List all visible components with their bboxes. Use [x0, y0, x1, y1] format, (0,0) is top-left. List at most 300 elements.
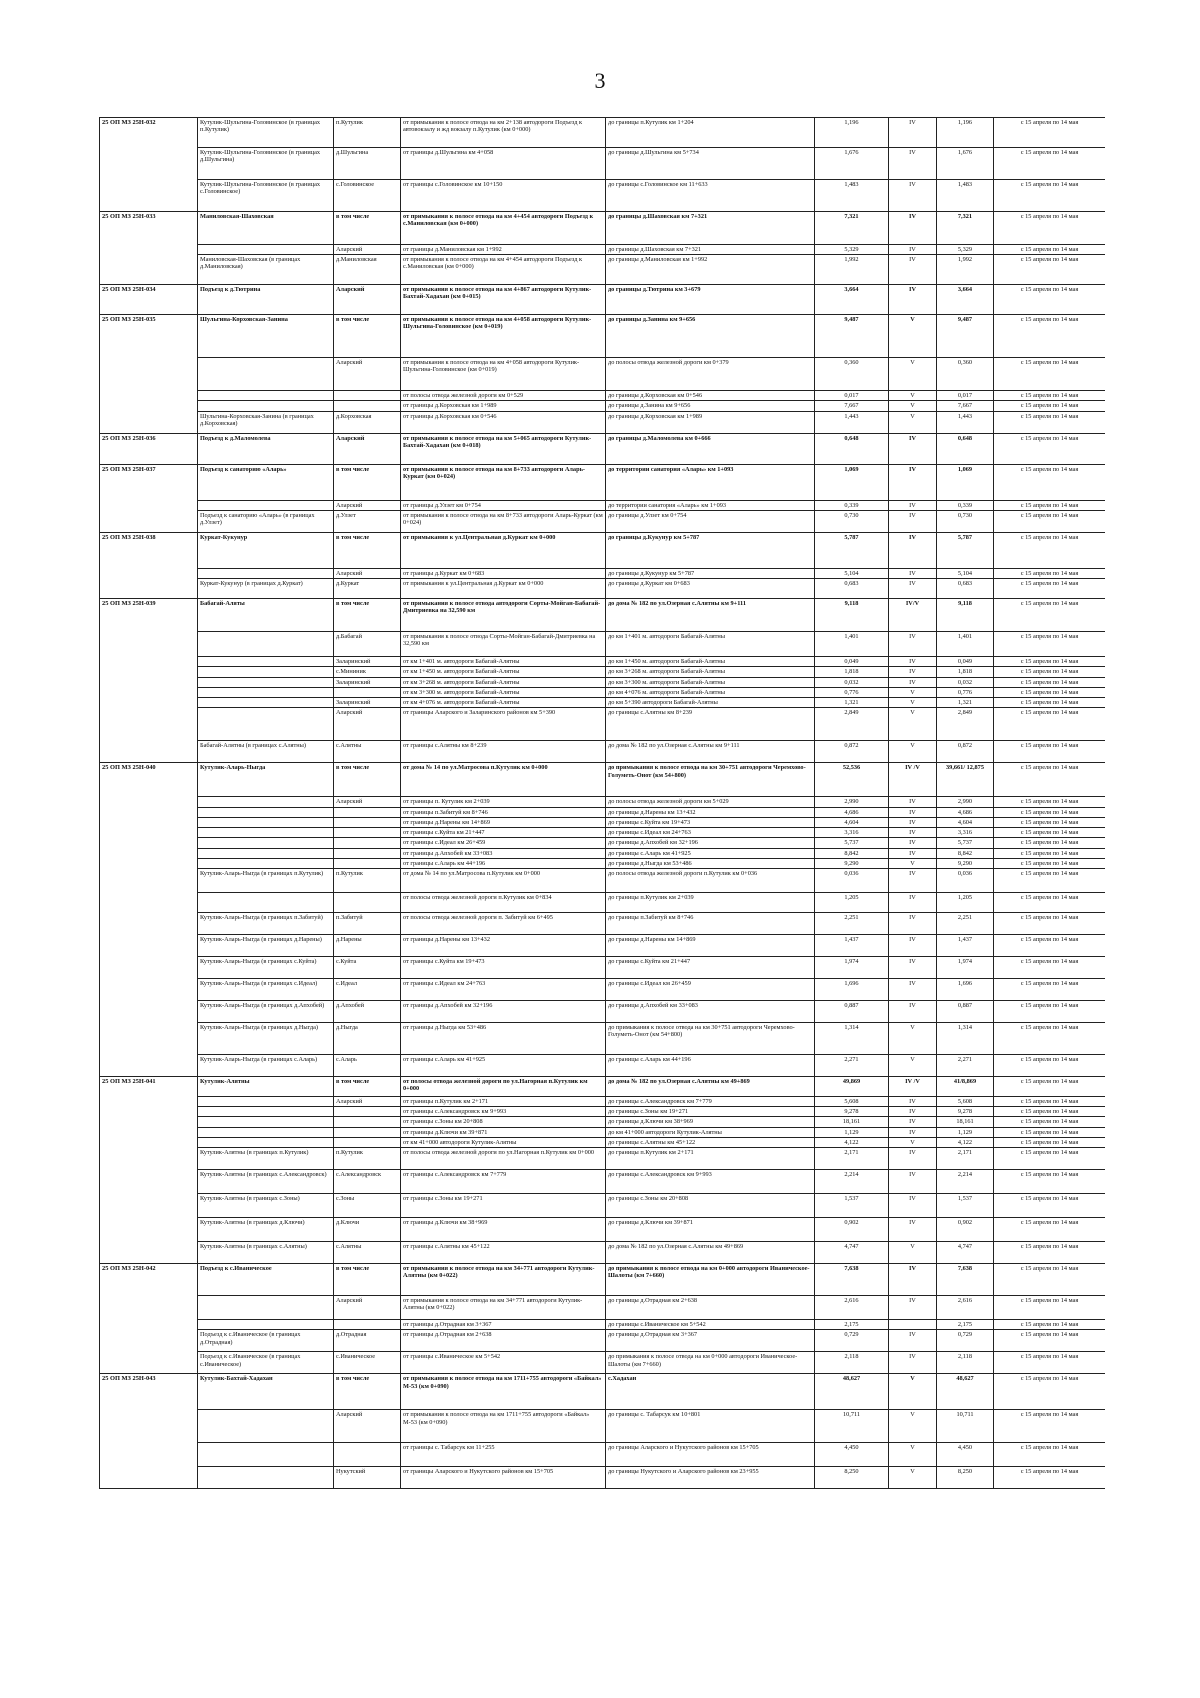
category-cell: IV [889, 1117, 937, 1127]
restricted-length-cell: 1,437 [937, 934, 994, 956]
table-row [100, 532, 1106, 568]
length-km-cell: 4,604 [815, 817, 889, 827]
locality-cell: с.Алятны [334, 1242, 401, 1264]
table-row [100, 1443, 1106, 1467]
road-name-cell [198, 1127, 334, 1137]
locality-cell [334, 687, 401, 697]
road-name-cell: Подъезд к с.Иваническое (в границах с.Иваническое) [198, 1352, 334, 1374]
length-km-cell: 5,787 [815, 532, 889, 568]
length-km-cell: 1,205 [815, 892, 889, 912]
end-point-cell: до границы д.Ключи км 39+871 [606, 1218, 815, 1242]
length-km-cell: 1,401 [815, 632, 889, 657]
category-cell: V [889, 401, 937, 411]
end-point-cell: до границы с.Аларь км 41+925 [606, 848, 815, 858]
restricted-length-cell: 0,017 [937, 391, 994, 401]
road-name-cell [198, 657, 334, 667]
start-point-cell: от примыкания к полосе отвода на км 4+454 автодороги Подъезд к с.Маниловская (км 0+000) [401, 255, 606, 285]
restricted-length-cell: 41/8,869 [937, 1076, 994, 1096]
table-row [100, 1022, 1106, 1054]
start-point-cell: от границы д.Ключи км 38+969 [401, 1218, 606, 1242]
category-cell: V [889, 411, 937, 433]
category-cell: IV /V [889, 763, 937, 797]
restriction-period-cell: с 15 апреля по 14 мая [994, 1117, 1106, 1127]
table-row [100, 1137, 1106, 1147]
locality-cell: д.Куркат [334, 579, 401, 599]
table-row [100, 807, 1106, 817]
road-name-cell: Куркат-Кукунур (в границах д.Куркат) [198, 579, 334, 599]
locality-cell: д.Отрадная [334, 1330, 401, 1352]
table-row [100, 741, 1106, 763]
end-point-cell: до границы п.Кутулик км 1+204 [606, 118, 815, 148]
end-point-cell: до границы д.Шаховская км 7+321 [606, 245, 815, 255]
table-row [100, 1096, 1106, 1106]
restricted-length-cell: 7,667 [937, 401, 994, 411]
table-row [100, 1264, 1106, 1296]
road-name-cell [198, 632, 334, 657]
road-code-cell: 25 ОП МЗ 25Н-032 [100, 118, 198, 212]
end-point-cell: до полосы отвода железной дороги км 0+379 [606, 358, 815, 391]
restriction-period-cell: с 15 апреля по 14 мая [994, 956, 1106, 978]
road-name-cell [198, 1410, 334, 1443]
category-cell: V [889, 1467, 937, 1489]
start-point-cell: от границы с.Алятны км 8+239 [401, 741, 606, 763]
road-name-cell: Куркат-Кукунур [198, 532, 334, 568]
restricted-length-cell: 0,049 [937, 657, 994, 667]
road-name-cell [198, 245, 334, 255]
category-cell: V [889, 858, 937, 868]
start-point-cell: от границы п. Кутулик км 2+039 [401, 797, 606, 807]
restriction-period-cell: с 15 апреля по 14 мая [994, 1127, 1106, 1137]
locality-cell: в том числе [334, 464, 401, 500]
restriction-period-cell: с 15 апреля по 14 мая [994, 510, 1106, 532]
road-name-cell: Кутулик-Алятны [198, 1076, 334, 1096]
locality-cell [334, 807, 401, 817]
end-point-cell: до км 5+390 автодороги Бабагай-Алятны [606, 698, 815, 708]
start-point-cell: от границы п.Кутулик км 2+171 [401, 1096, 606, 1106]
road-name-cell: Кутулик-Шульгина-Головинское (в границах с.Головинское) [198, 180, 334, 212]
table-row [100, 687, 1106, 697]
table-row [100, 848, 1106, 858]
restriction-period-cell: с 15 апреля по 14 мая [994, 934, 1106, 956]
start-point-cell: от примыкания к полосе отвода на км 1711+755 автодороги «Байкал» М-53 (км 0+090) [401, 1410, 606, 1443]
locality-cell: Заларинский [334, 657, 401, 667]
end-point-cell: до км 1+450 м. автодороги Бабагай-Алятны [606, 657, 815, 667]
restricted-length-cell: 1,401 [937, 632, 994, 657]
locality-cell: д.Шульгина [334, 148, 401, 180]
restriction-period-cell: с 15 апреля по 14 мая [994, 858, 1106, 868]
page-number: 3 [594, 68, 606, 93]
table-row [100, 1218, 1106, 1242]
restricted-length-cell: 1,696 [937, 978, 994, 1000]
road-code-cell: 25 ОП МЗ 25Н-041 [100, 1076, 198, 1263]
category-cell: IV [889, 1096, 937, 1106]
restriction-period-cell: с 15 апреля по 14 мая [994, 285, 1106, 315]
end-point-cell: до границы Аларского и Нукутского районов км 15+705 [606, 1443, 815, 1467]
length-km-cell: 0,902 [815, 1218, 889, 1242]
locality-cell: Аларский [334, 1096, 401, 1106]
locality-cell [334, 848, 401, 858]
restricted-length-cell: 4,747 [937, 1242, 994, 1264]
end-point-cell: до границы д.Нарены км 14+869 [606, 934, 815, 956]
length-km-cell: 1,676 [815, 148, 889, 180]
road-name-cell: Кутулик-Аларь-Ныгда (в границах п.Забитуй) [198, 912, 334, 934]
road-name-cell: Подъезд к д.Тютрина [198, 285, 334, 315]
locality-cell: д.Нарены [334, 934, 401, 956]
length-km-cell: 0,036 [815, 868, 889, 892]
table-row [100, 708, 1106, 741]
road-code-cell: 25 ОП МЗ 25Н-042 [100, 1264, 198, 1374]
restriction-period-cell: с 15 апреля по 14 мая [994, 315, 1106, 358]
table-row [100, 510, 1106, 532]
length-km-cell: 0,872 [815, 741, 889, 763]
road-name-cell [198, 677, 334, 687]
roads-table-container [99, 117, 1105, 1614]
restriction-period-cell: с 15 апреля по 14 мая [994, 817, 1106, 827]
restriction-period-cell: с 15 апреля по 14 мая [994, 807, 1106, 817]
restricted-length-cell: 0,036 [937, 868, 994, 892]
end-point-cell: до границы с.Зоны км 19+271 [606, 1107, 815, 1117]
restriction-period-cell: с 15 апреля по 14 мая [994, 1054, 1106, 1076]
start-point-cell: от км 3+300 м. автодороги Бабагай-Алятны [401, 687, 606, 697]
restricted-length-cell: 7,638 [937, 1264, 994, 1296]
table-row [100, 677, 1106, 687]
length-km-cell: 1,483 [815, 180, 889, 212]
road-name-cell: Кутулик-Бахтай-Хадахан [198, 1374, 334, 1410]
restriction-period-cell: с 15 апреля по 14 мая [994, 892, 1106, 912]
category-cell: IV [889, 828, 937, 838]
end-point-cell: до км 3+268 м. автодороги Бабагай-Алятны [606, 667, 815, 677]
category-cell: IV [889, 500, 937, 510]
road-name-cell [198, 838, 334, 848]
restricted-length-cell: 0,360 [937, 358, 994, 391]
restricted-length-cell: 5,104 [937, 568, 994, 578]
locality-cell: с.Аларь [334, 1054, 401, 1076]
locality-cell: с.Иваническое [334, 1352, 401, 1374]
road-name-cell: Бабагай-Аляты [198, 599, 334, 632]
restriction-period-cell: с 15 апреля по 14 мая [994, 358, 1106, 391]
locality-cell: Заларинский [334, 677, 401, 687]
locality-cell: п.Забитуй [334, 912, 401, 934]
restriction-period-cell: с 15 апреля по 14 мая [994, 464, 1106, 500]
restricted-length-cell: 4,450 [937, 1443, 994, 1467]
start-point-cell: от границы д.Отрадная км 3+367 [401, 1320, 606, 1330]
locality-cell: в том числе [334, 1264, 401, 1296]
table-row [100, 180, 1106, 212]
length-km-cell: 3,664 [815, 285, 889, 315]
restricted-length-cell: 5,787 [937, 532, 994, 568]
restricted-length-cell: 1,483 [937, 180, 994, 212]
restriction-period-cell: с 15 апреля по 14 мая [994, 532, 1106, 568]
end-point-cell: до границы д.Улзет км 0+754 [606, 510, 815, 532]
road-name-cell: Кутулик-Алятны (в границах п.Кутулик) [198, 1148, 334, 1170]
table-row [100, 797, 1106, 807]
end-point-cell: до границы д.Занина км 9+656 [606, 315, 815, 358]
restriction-period-cell: с 15 апреля по 14 мая [994, 1096, 1106, 1106]
locality-cell [334, 1443, 401, 1467]
table-row [100, 401, 1106, 411]
length-km-cell: 7,321 [815, 212, 889, 245]
table-row [100, 285, 1106, 315]
table-row [100, 433, 1106, 464]
category-cell: IV [889, 532, 937, 568]
table-row [100, 1242, 1106, 1264]
road-name-cell [198, 828, 334, 838]
restriction-period-cell: с 15 апреля по 14 мая [994, 1170, 1106, 1194]
road-name-cell [198, 1137, 334, 1147]
road-name-cell [198, 1117, 334, 1127]
category-cell: IV [889, 568, 937, 578]
category-cell: IV [889, 433, 937, 464]
end-point-cell: до примыкания к полосе отвода на км 0+000 автодороги Иваническое-Шалоты (км 7+660) [606, 1352, 815, 1374]
restricted-length-cell: 4,604 [937, 817, 994, 827]
start-point-cell: от границы д.Куркат км 0+683 [401, 568, 606, 578]
restricted-length-cell: 0,032 [937, 677, 994, 687]
restriction-period-cell: с 15 апреля по 14 мая [994, 391, 1106, 401]
restriction-period-cell: с 15 апреля по 14 мая [994, 245, 1106, 255]
start-point-cell: от примыкания к полосе отвода на км 4+058 автодороги Кутулик-Шульгина-Головинское (км 0+019) [401, 358, 606, 391]
end-point-cell: до границы д.Кукунур км 5+787 [606, 568, 815, 578]
category-cell: IV [889, 245, 937, 255]
length-km-cell: 48,627 [815, 1374, 889, 1410]
road-name-cell [198, 797, 334, 807]
category-cell: IV /V [889, 1076, 937, 1096]
table-row [100, 817, 1106, 827]
start-point-cell: от полосы отвода железной дороги км 0+529 [401, 391, 606, 401]
locality-cell: с.Куйта [334, 956, 401, 978]
start-point-cell: от границы д.Нарены км 14+869 [401, 817, 606, 827]
start-point-cell: от границы д.Ключи км 39+871 [401, 1127, 606, 1137]
category-cell: IV [889, 934, 937, 956]
table-row [100, 1076, 1106, 1096]
road-code-cell: 25 ОП МЗ 25Н-039 [100, 599, 198, 763]
road-name-cell: Кутулик-Аларь-Ныгда (в границах д.Апхобей) [198, 1000, 334, 1022]
start-point-cell: от границы с.Идеал км 26+459 [401, 838, 606, 848]
start-point-cell: от км 4+076 м. автодороги Бабагай-Алятны [401, 698, 606, 708]
restricted-length-cell: 1,069 [937, 464, 994, 500]
locality-cell: Аларский [334, 1410, 401, 1443]
road-name-cell: Маниловская-Шаховская [198, 212, 334, 245]
restricted-length-cell: 48,627 [937, 1374, 994, 1410]
end-point-cell: до границы д.Занина км 9+656 [606, 401, 815, 411]
restricted-length-cell: 4,122 [937, 1137, 994, 1147]
restriction-period-cell: с 15 апреля по 14 мая [994, 741, 1106, 763]
locality-cell: Аларский [334, 245, 401, 255]
category-cell: IV [889, 892, 937, 912]
road-name-cell [198, 858, 334, 868]
end-point-cell: до границы с.Идеал км 26+459 [606, 978, 815, 1000]
table-row [100, 698, 1106, 708]
start-point-cell: от примыкания к полосе отвода Сорты-Мойган-Бабагай-Дмитриевка на 32,590 км [401, 632, 606, 657]
length-km-cell: 0,887 [815, 1000, 889, 1022]
restriction-period-cell: с 15 апреля по 14 мая [994, 255, 1106, 285]
start-point-cell: от км 41+000 автодороги Кутулик-Алятны [401, 1137, 606, 1147]
start-point-cell: от границы с.Александровск км 9+993 [401, 1107, 606, 1117]
restriction-period-cell: с 15 апреля по 14 мая [994, 1443, 1106, 1467]
end-point-cell: до границы д.Нарены км 13+432 [606, 807, 815, 817]
road-name-cell: Кутулик-Аларь-Ныгда (в границах с.Идеал) [198, 978, 334, 1000]
restricted-length-cell: 1,443 [937, 411, 994, 433]
end-point-cell: до границы д.Отрадная км 2+638 [606, 1296, 815, 1320]
category-cell: IV [889, 1352, 937, 1374]
restriction-period-cell: с 15 апреля по 14 мая [994, 1000, 1106, 1022]
road-name-cell: Кутулик-Алятны (в границах д.Ключи) [198, 1218, 334, 1242]
table-row [100, 1320, 1106, 1330]
end-point-cell: до границы с.Аларь км 44+196 [606, 1054, 815, 1076]
locality-cell: Аларский [334, 500, 401, 510]
end-point-cell: до дома № 182 по ул.Озерная с.Алятны км 49+869 [606, 1076, 815, 1096]
category-cell: IV [889, 1107, 937, 1117]
table-row [100, 358, 1106, 391]
length-km-cell: 5,329 [815, 245, 889, 255]
category-cell: V [889, 741, 937, 763]
length-km-cell: 2,849 [815, 708, 889, 741]
table-row [100, 1410, 1106, 1443]
road-name-cell: Подъезд к с.Иваническое (в границах д.Отрадная) [198, 1330, 334, 1352]
start-point-cell: от границы с.Зоны км 19+271 [401, 1194, 606, 1218]
start-point-cell: от дома № 14 по ул.Матросова п.Кутулик км 0+000 [401, 763, 606, 797]
table-row [100, 1467, 1106, 1489]
category-cell: IV [889, 148, 937, 180]
locality-cell: д.Бабагай [334, 632, 401, 657]
length-km-cell: 1,321 [815, 698, 889, 708]
length-km-cell: 4,686 [815, 807, 889, 817]
start-point-cell: от примыкания к полосе отвода на км 8+733 автодороги Аларь-Куркат (км 0+024) [401, 464, 606, 500]
restricted-length-cell: 2,175 [937, 1320, 994, 1330]
road-name-cell [198, 807, 334, 817]
start-point-cell: от примыкания к ул.Центральная д.Куркат км 0+000 [401, 532, 606, 568]
locality-cell: д.Корховская [334, 411, 401, 433]
table-row [100, 1352, 1106, 1374]
road-name-cell: Кутулик-Алятны (в границах с.Алятны) [198, 1242, 334, 1264]
restricted-length-cell: 0,729 [937, 1330, 994, 1352]
restricted-length-cell: 1,129 [937, 1127, 994, 1137]
restriction-period-cell: с 15 апреля по 14 мая [994, 797, 1106, 807]
length-km-cell: 7,638 [815, 1264, 889, 1296]
start-point-cell: от полосы отвода железной дороги п.Кутулик км 0+834 [401, 892, 606, 912]
restricted-length-cell: 1,537 [937, 1194, 994, 1218]
restricted-length-cell: 1,992 [937, 255, 994, 285]
table-row [100, 568, 1106, 578]
table-row [100, 1194, 1106, 1218]
category-cell: IV [889, 838, 937, 848]
category-cell: V [889, 1137, 937, 1147]
restricted-length-cell: 9,278 [937, 1107, 994, 1117]
locality-cell: в том числе [334, 599, 401, 632]
length-km-cell: 9,290 [815, 858, 889, 868]
restriction-period-cell: с 15 апреля по 14 мая [994, 148, 1106, 180]
category-cell: IV [889, 1218, 937, 1242]
road-name-cell: Шульгина-Корховская-Занина (в границах д.Корховская) [198, 411, 334, 433]
category-cell: IV [889, 1170, 937, 1194]
end-point-cell: до границы с. Табарсук км 10+801 [606, 1410, 815, 1443]
category-cell: IV [889, 797, 937, 807]
restricted-length-cell: 2,214 [937, 1170, 994, 1194]
road-name-cell: Кутулик-Аларь-Ныгда (в границах д.Нарены) [198, 934, 334, 956]
end-point-cell: до дома № 182 по ул.Озерная с.Алятны км 9+111 [606, 599, 815, 632]
start-point-cell: от примыкания к полосе отвода автодороги Сорты-Мойган-Бабагай-Дмитриевка на 32,590 км [401, 599, 606, 632]
category-cell: V [889, 1242, 937, 1264]
road-name-cell [198, 568, 334, 578]
locality-cell [334, 817, 401, 827]
road-code-cell: 25 ОП МЗ 25Н-037 [100, 464, 198, 532]
restriction-period-cell: с 15 апреля по 14 мая [994, 1022, 1106, 1054]
restriction-period-cell: с 15 апреля по 14 мая [994, 568, 1106, 578]
end-point-cell: до примыкания к полосе отвода на км 30+751 автодороги Черемхово-Голуметь-Онот (км 54+800) [606, 763, 815, 797]
locality-cell [334, 1117, 401, 1127]
locality-cell: д.Маниловская [334, 255, 401, 285]
end-point-cell: до границы д.Отрадная км 3+367 [606, 1330, 815, 1352]
category-cell: V [889, 1054, 937, 1076]
road-name-cell [198, 1443, 334, 1467]
locality-cell: с.Александровск [334, 1170, 401, 1194]
end-point-cell: до границы д.Апхобей км 32+196 [606, 838, 815, 848]
road-name-cell: Кутулик-Алятны (в границах с.Зоны) [198, 1194, 334, 1218]
start-point-cell: от границы д.Нарены км 13+432 [401, 934, 606, 956]
locality-cell: п.Кутулик [334, 1148, 401, 1170]
category-cell [889, 1320, 937, 1330]
restriction-period-cell: с 15 апреля по 14 мая [994, 1148, 1106, 1170]
start-point-cell: от границы с.Головинское км 10+150 [401, 180, 606, 212]
start-point-cell: от границы д.Отрадная км 2+638 [401, 1330, 606, 1352]
category-cell: IV [889, 1127, 937, 1137]
table-row [100, 657, 1106, 667]
table-row [100, 1054, 1106, 1076]
end-point-cell: до границы с.Куйта км 21+447 [606, 956, 815, 978]
category-cell: IV [889, 868, 937, 892]
length-km-cell: 1,992 [815, 255, 889, 285]
end-point-cell: до дома № 182 по ул.Озерная с.Алятны км 9+111 [606, 741, 815, 763]
end-point-cell: до границы д.Корховская км 1+989 [606, 411, 815, 433]
start-point-cell: от границы с.Аларь км 41+925 [401, 1054, 606, 1076]
restricted-length-cell: 9,290 [937, 858, 994, 868]
start-point-cell: от границы с.Идеал км 24+763 [401, 978, 606, 1000]
restricted-length-cell: 39,661/ 12,875 [937, 763, 994, 797]
length-km-cell: 7,667 [815, 401, 889, 411]
length-km-cell: 2,175 [815, 1320, 889, 1330]
start-point-cell: от границы с.Иваническое км 5+542 [401, 1352, 606, 1374]
length-km-cell: 0,049 [815, 657, 889, 667]
length-km-cell: 1,537 [815, 1194, 889, 1218]
road-name-cell: Кутулик-Шульгина-Головинское (в границах д.Шульгина) [198, 148, 334, 180]
road-name-cell [198, 500, 334, 510]
start-point-cell: от полосы отвода железной дороги по ул.Нагорная п.Кутулик км 0+000 [401, 1148, 606, 1170]
road-name-cell: Кутулик-Аларь-Ныгда (в границах п.Кутулик) [198, 868, 334, 892]
locality-cell: д.Улзет [334, 510, 401, 532]
end-point-cell: до границы д.Маломолева км 0+666 [606, 433, 815, 464]
length-km-cell: 1,437 [815, 934, 889, 956]
end-point-cell: до территории санатория «Аларь» км 1+093 [606, 464, 815, 500]
restriction-period-cell: с 15 апреля по 14 мая [994, 868, 1106, 892]
road-name-cell [198, 1467, 334, 1489]
end-point-cell: до км 1+401 м. автодороги Бабагай-Алятны [606, 632, 815, 657]
restriction-period-cell: с 15 апреля по 14 мая [994, 912, 1106, 934]
length-km-cell: 0,032 [815, 677, 889, 687]
length-km-cell: 5,608 [815, 1096, 889, 1106]
length-km-cell: 0,683 [815, 579, 889, 599]
restricted-length-cell: 0,339 [937, 500, 994, 510]
restricted-length-cell: 1,321 [937, 698, 994, 708]
category-cell: V [889, 1022, 937, 1054]
category-cell: IV [889, 807, 937, 817]
restriction-period-cell: с 15 апреля по 14 мая [994, 1194, 1106, 1218]
locality-cell [334, 828, 401, 838]
length-km-cell: 3,316 [815, 828, 889, 838]
table-row [100, 1296, 1106, 1320]
end-point-cell: до границы с.Куйта км 19+473 [606, 817, 815, 827]
start-point-cell: от границы Аларского и Нукутского районов км 15+705 [401, 1467, 606, 1489]
restriction-period-cell: с 15 апреля по 14 мая [994, 180, 1106, 212]
restricted-length-cell: 1,196 [937, 118, 994, 148]
